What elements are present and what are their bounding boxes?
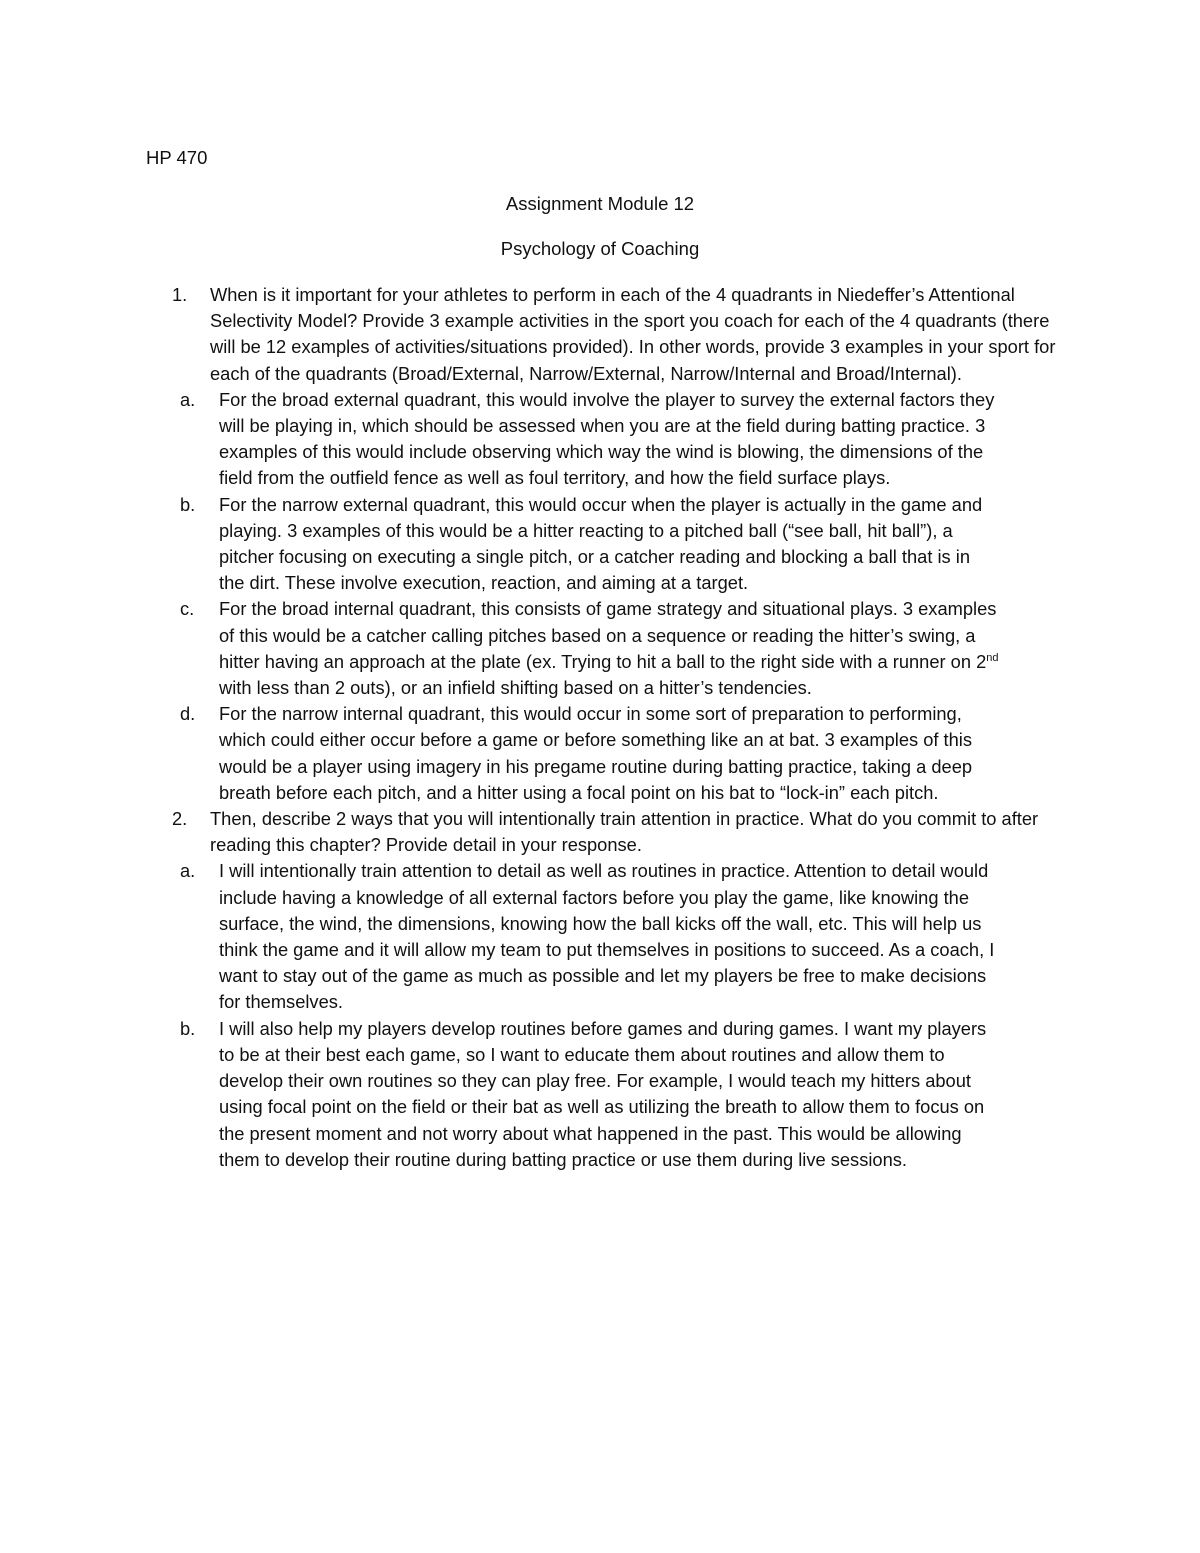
answer-1c — [146, 596, 1066, 701]
answer-text: For the narrow external quadrant, this would occur when the player is actually in the game and playing. 3 examples of this would be a hitter reacting to a pitched ball (“see ball, hit ball”), a pitcher focusing on executing a single pitch, or a catcher reading and blocking a ball that is in the dirt. These involve execution, reaction, and aiming at a target. — [219, 493, 983, 594]
answer-text: I will also help my players develop routines before games and during games. I want my players to be at their best each game, so I want to educate them about routines and allow them to develop their own routines so they can play free. For example, I would teach my hitters about using focal point on the field or their bat as well as utilizing the breath to allow them to focus on the present moment and not worry about what happened in the past. This would be allowing them to develop their routine during batting practice or use them during live sessions. — [219, 1017, 987, 1170]
answer-2a — [146, 858, 1066, 1015]
answer-text: For the broad external quadrant, this would involve the player to survey the external factors they will be playing in, which should be assessed when you are at the field during batting practice. 3 examples of this would include observing which way the wind is blowing, the dimensions of the field from the outfield fence as well as foul territory, and how the field surface plays. — [219, 388, 995, 489]
question-2 — [146, 806, 1066, 858]
answer-text: I will intentionally train attention to detail as well as routines in practice. Attention to detail would include having a knowledge of all external factors before you play the game, like knowing the surface, the wind, the dimensions, knowing how the ball kicks off the wall, etc. This will help us think the game and it will allow my team to put themselves in positions to succeed. As a coach, I want to stay out of the game as much as possible and let my players be free to make decisions for themselves. — [219, 860, 995, 1013]
question-number: 1. — [172, 284, 188, 305]
question-list — [146, 282, 1066, 1173]
answer-text-part: with less than 2 outs), or an infield shifting based on a hitter’s tendencies. — [219, 677, 812, 699]
answer-label: a. — [180, 860, 196, 882]
answer-1d — [146, 701, 1066, 806]
question-text: Then, describe 2 ways that you will intentionally train attention in practice. What do you commit to after reading this chapter? Provide detail in your response. — [210, 808, 1039, 856]
answer-text: For the narrow internal quadrant, this would occur in some sort of preparation to performing, which could either occur before a game or before something like an at bat. 3 examples of this would be a player using imagery in his pregame routine during batting practice, taking a deep breath before each pitch, and a hitter using a focal point on his bat to “lock-in” each pitch. — [219, 703, 973, 803]
ordinal-superscript: nd — [986, 651, 999, 664]
answer-text — [219, 596, 999, 701]
answer-label: c. — [180, 598, 195, 620]
answer-1b — [146, 492, 1066, 597]
question-text: When is it important for your athletes to perform in each of the 4 quadrants in Niedeffer’s Attentional Selectivity Model? Provide 3 example activities in the sport you coach for each of the 4 quadrants (there will be 12 examples of activities/situations provided). In other words, provide 3 examples in your sport for each of the quadrants (Broad/External, Narrow/External, Narrow/Internal and Broad/Internal). — [210, 284, 1056, 384]
document-subtitle: Psychology of Coaching — [500, 238, 700, 259]
course-code: HP 470 — [146, 147, 208, 168]
answer-2b — [146, 1016, 1066, 1173]
answer-1a — [146, 387, 1066, 492]
document-title: Assignment Module 12 — [505, 193, 695, 214]
question-number: 2. — [172, 808, 188, 830]
question-1 — [146, 282, 1066, 387]
answer-label: d. — [180, 703, 196, 725]
answer-text-part: For the broad internal quadrant, this consists of game strategy and situational plays. 3 examples of this would be a catcher calling pitches based on a sequence or reading the hitter’s swing, a hitter having an approach at the plate (ex. Trying to hit a ball to the right side with a runner on 2 — [219, 598, 997, 672]
answer-label: b. — [180, 493, 196, 515]
answer-label: b. — [180, 1017, 196, 1039]
answer-label: a. — [180, 388, 196, 410]
